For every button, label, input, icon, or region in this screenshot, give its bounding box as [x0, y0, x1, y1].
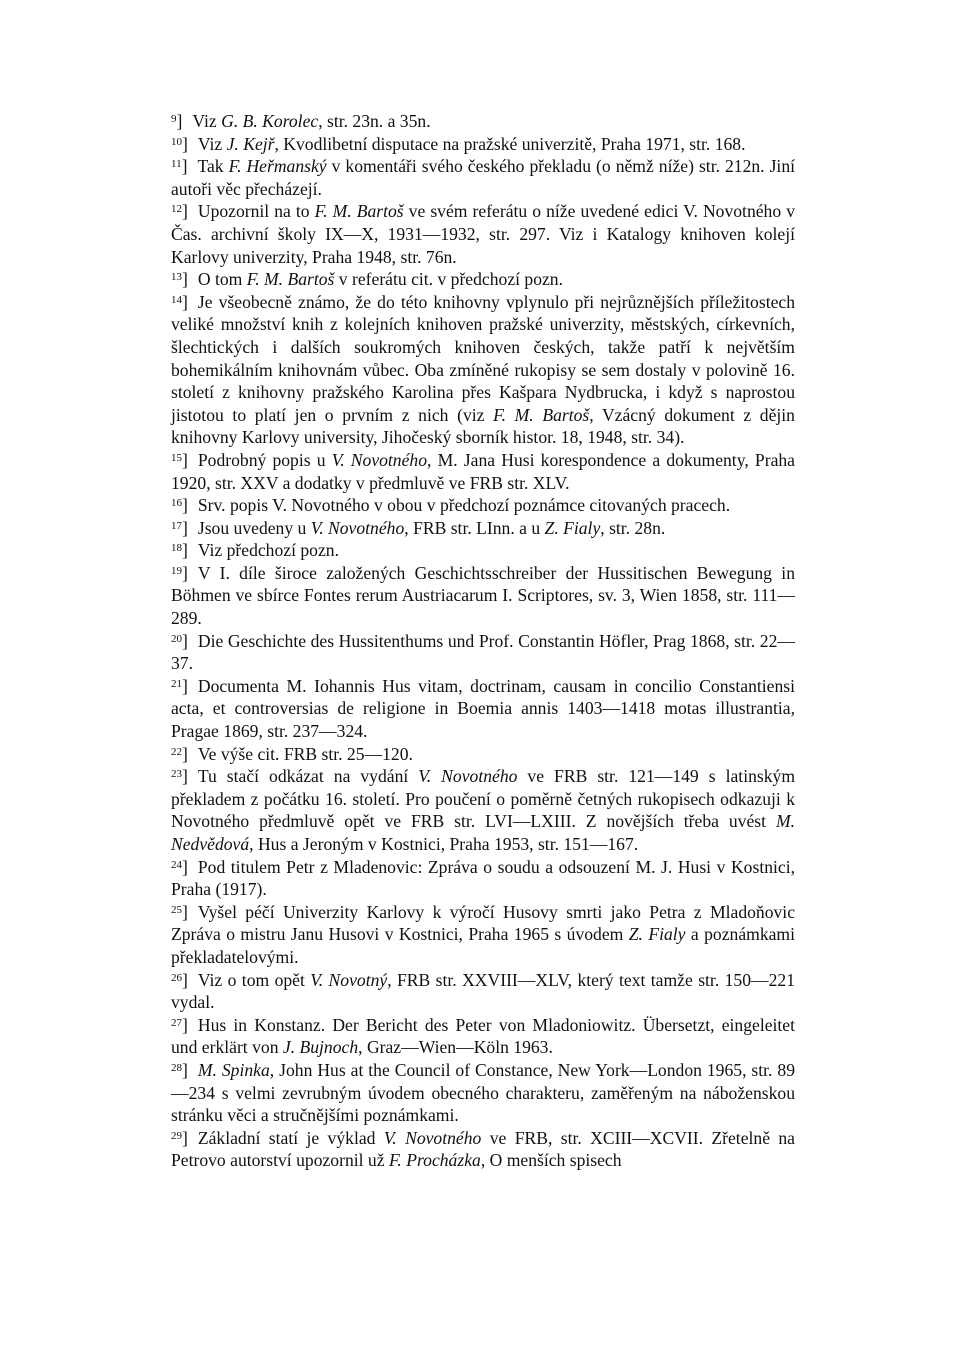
footnote-author: G. B. Korolec: [221, 111, 319, 131]
footnote-bracket: ]: [182, 449, 188, 470]
footnote-author: F. M. Bartoš: [246, 269, 335, 290]
footnotes-page: [171, 110, 795, 1172]
footnote-text: V I. díle široce založených Geschichtsschreiber der Hussitischen Bewegung in Böhmen ve sbírce Fontes rerum Austriacarum I. Scriptores, sv. 3, Wien 1858, str. 111—289.: [171, 562, 795, 629]
footnote-18: [171, 539, 795, 562]
footnote-17: [171, 517, 795, 540]
footnote-text: , M. Jana Husi korespondence a dokumenty, Praha 1920, str. XXV a dodatky v předmluvě ve FRB str. XLV.: [171, 449, 795, 493]
footnote-bracket: ]: [182, 901, 188, 922]
footnote-bracket: ]: [182, 133, 188, 154]
footnote-bracket: ]: [182, 675, 188, 696]
footnote-number: 12: [171, 203, 182, 216]
footnote-text: ve svém referátu o níže uvedené edici V. Novotného v Čas. archivní školy IX—X, 1931—1932, str. 297. Viz i Katalogy knihoven kolejí Karlovy univerzity, Praha 1948, str. 76n.: [171, 201, 795, 267]
footnote-author: Z. Fialy: [628, 924, 686, 945]
footnote-author: J. Kejř: [226, 133, 275, 154]
footnote-text: O tom: [197, 269, 247, 290]
footnote-13: [171, 268, 795, 291]
footnote-number: 22: [171, 745, 182, 758]
footnote-14: [171, 291, 795, 449]
footnote-text: Pod titulem Petr z Mladenovic: Zpráva o soudu a odsouzení M. J. Husi v Kostnici, Praha (1917).: [171, 856, 795, 900]
footnote-number: 25: [171, 903, 182, 916]
footnote-23: [171, 765, 795, 855]
footnote-author: F. Procházka: [388, 1150, 481, 1171]
footnote-bracket: ]: [182, 269, 188, 290]
footnote-text: , O menších spisech: [480, 1150, 622, 1171]
footnote-text: Srv. popis V. Novotného v obou v předchozí poznámce citovaných pracech.: [197, 495, 731, 516]
footnote-16: [171, 494, 795, 517]
footnote-text: Die Geschichte des Hussitenthums und Prof. Constantin Höfler, Prag 1868, str. 22—37.: [171, 630, 795, 674]
footnote-11: [171, 155, 795, 200]
footnote-bracket: ]: [176, 111, 183, 131]
footnote-text: v komentáři svého českého překladu (o němž níže) str. 212n. Jiní autoři věc přecházejí.: [171, 156, 796, 199]
footnote-bracket: ]: [182, 1127, 188, 1148]
footnote-text: , Hus a Jeroným v Kostnici, Praha 1953, str. 151—167.: [249, 834, 639, 854]
footnote-19: [171, 562, 795, 630]
footnote-number: 23: [171, 768, 182, 781]
footnote-text: ve FRB, str. XCIII—XCVII. Zřetelně na Petrovo autorství upozornil už: [171, 1127, 795, 1171]
footnote-text: , Graz—Wien—Köln 1963.: [358, 1037, 553, 1058]
footnote-author: Z. Fialy: [544, 517, 601, 538]
footnote-number: 29: [171, 1129, 182, 1142]
footnote-bracket: ]: [182, 495, 188, 516]
footnote-number: 28: [171, 1061, 182, 1074]
footnote-number: 20: [171, 632, 182, 645]
footnote-author: F. M. Bartoš: [493, 404, 590, 425]
footnote-text: v referátu cit. v předchozí pozn.: [334, 269, 564, 290]
footnote-bracket: ]: [182, 1059, 188, 1080]
footnote-text: , str. 23n. a 35n.: [318, 111, 431, 131]
footnote-28: [171, 1059, 795, 1127]
footnote-bracket: ]: [182, 1014, 188, 1035]
footnote-text: , Vzácný dokument z dějin knihovny Karlovy university, Jihočeský sborník histor. 18, 1948, str. 34).: [171, 404, 795, 448]
footnote-number: 21: [171, 677, 182, 690]
footnote-text: , FRB str. XXVIII—XLV, který text tamže str. 150—221 vydal.: [171, 969, 795, 1013]
footnote-text: Ve výše cit. FRB str. 25—120.: [197, 743, 413, 764]
footnote-text: Hus in Konstanz. Der Bericht des Peter von Mladoniowitz. Übersetzt, eingeleitet und erklärt von: [171, 1014, 795, 1058]
footnote-bracket: ]: [182, 969, 188, 990]
footnote-text: Tu stačí odkázat na vydání: [197, 766, 419, 787]
footnote-number: 16: [171, 497, 182, 510]
footnote-29: [171, 1127, 795, 1172]
footnote-bracket: ]: [182, 517, 188, 538]
footnote-number: 9: [171, 113, 177, 125]
footnote-author: V. Novotný: [310, 969, 388, 990]
footnote-bracket: ]: [182, 856, 188, 877]
footnote-author: V. Novotného: [418, 766, 518, 787]
footnote-text: , Kvodlibetní disputace na pražské univerzitě, Praha 1971, str. 168.: [274, 133, 746, 154]
footnote-bracket: ]: [182, 743, 188, 764]
footnote-text: a poznámkami překladatelovými.: [171, 924, 796, 967]
footnote-number: 10: [171, 135, 182, 148]
footnote-text: Základní statí je výklad: [197, 1127, 384, 1148]
footnote-number: 14: [171, 293, 182, 306]
footnote-author: J. Bujnoch: [282, 1037, 359, 1058]
footnote-20: [171, 630, 795, 675]
footnote-21: [171, 675, 795, 743]
footnote-author: F. M. Bartoš: [314, 201, 404, 222]
footnote-text: Documenta M. Iohannis Hus vitam, doctrinam, causam in concilio Constantiensi acta, et controversias de religione in Boemia annis 1403—1418 motas illustrantia, Pragae 1869, str. 237—324.: [171, 675, 795, 742]
footnote-text: , John Hus at the Council of Constance, New York—London 1965, str. 89—234 s velmi zevrubným úvodem obecného charakteru, zaměřeným na náboženskou stránku věci a stručnějšími poznámkami.: [171, 1059, 796, 1126]
footnote-number: 11: [171, 158, 182, 171]
footnote-22: [171, 743, 795, 766]
footnote-text: Viz předchozí pozn.: [197, 540, 339, 561]
footnote-number: 18: [171, 542, 182, 555]
footnote-number: 26: [171, 971, 182, 984]
footnote-number: 19: [171, 564, 182, 577]
footnote-text: Je všeobecně známo, že do této knihovny vplynulo při nejrůznějších příležitostech veliké množství knih z kolejních knihoven pražské univerzity, městských, církevních, šlechtických i dalších soukromých knihoven českých, takže patří k největším bohemikálním knihovnám vůbec. Oba zmíněné rukopisy se sem dostaly v polovině 16. století z knihovny pražského Karolina přes Kašpara Nydbrucka, i když s naprostou jistotou to platí jen o prvním z nich (viz: [171, 291, 795, 425]
footnote-number: 27: [171, 1016, 182, 1029]
footnote-text: Viz: [192, 111, 222, 131]
footnote-text: , str. 28n.: [600, 517, 666, 538]
footnote-bracket: ]: [182, 630, 188, 651]
footnote-bracket: ]: [182, 562, 188, 583]
footnote-bracket: ]: [182, 540, 188, 561]
footnote-number: 24: [171, 858, 182, 871]
footnote-author: V. Novotného: [331, 449, 428, 470]
footnote-10: [171, 133, 795, 156]
footnote-number: 13: [171, 271, 182, 284]
footnote-text: Viz: [197, 133, 227, 154]
footnote-author: M. Spinka: [197, 1059, 270, 1080]
footnote-text: , FRB str. LInn. a u: [404, 517, 545, 538]
footnote-27: [171, 1014, 795, 1059]
footnote-author: M. Nedvědová: [171, 811, 795, 854]
footnote-9: [171, 110, 795, 133]
footnote-text: Viz o tom opět: [197, 969, 311, 990]
footnote-25: [171, 901, 795, 969]
footnote-author: V. Novotného: [383, 1127, 482, 1148]
footnote-bracket: ]: [182, 766, 188, 787]
footnote-24: [171, 856, 795, 901]
footnote-number: 15: [171, 451, 182, 464]
footnote-text: Jsou uvedeny u: [197, 517, 311, 538]
footnote-text: Vyšel péčí Univerzity Karlovy k výročí Husovy smrti jako Petra z Mladoňovic Zpráva o mistru Janu Husovi v Kostnici, Praha 1965 s úvodem: [171, 901, 795, 945]
footnote-15: [171, 449, 795, 494]
footnote-text: ve FRB str. 121—149 s latinským překladem z počátku 16. století. Pro poučení o poměrně četných rukopisech odkazuji k Novotného předmluvě opět ve FRB str. LVI—LXIII. Z novějších třeba uvést: [171, 766, 795, 832]
footnote-26: [171, 969, 795, 1014]
footnote-text: Podrobný popis u: [197, 449, 332, 470]
footnote-text: Upozornil na to: [197, 201, 315, 222]
footnote-12: [171, 200, 795, 268]
footnote-author: V. Novotného: [310, 517, 405, 538]
footnote-text: Tak: [197, 156, 229, 177]
footnote-bracket: ]: [182, 201, 188, 222]
footnote-bracket: ]: [182, 291, 188, 312]
footnote-number: 17: [171, 519, 182, 532]
footnote-author: F. Heřmanský: [228, 156, 327, 177]
footnote-bracket: ]: [181, 156, 188, 177]
